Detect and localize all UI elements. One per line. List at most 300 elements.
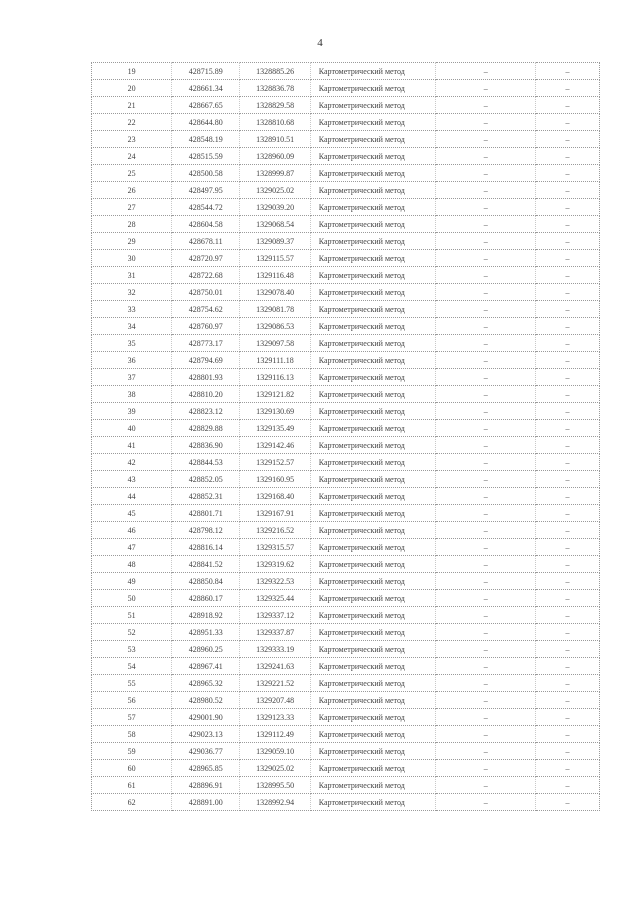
point-number-cell: 45	[92, 505, 172, 522]
method-cell: Картометрический метод	[310, 420, 436, 437]
x-coordinate-cell: 428967.41	[172, 658, 240, 675]
x-coordinate-cell: 428754.62	[172, 301, 240, 318]
table-row	[92, 573, 600, 590]
point-number-cell: 29	[92, 233, 172, 250]
y-coordinate-cell: 1328910.51	[240, 131, 310, 148]
point-number-cell: 48	[92, 556, 172, 573]
y-coordinate-cell: 1328829.58	[240, 97, 310, 114]
method-cell: Картометрический метод	[310, 556, 436, 573]
y-coordinate-cell: 1328960.09	[240, 148, 310, 165]
method-cell: Картометрический метод	[310, 437, 436, 454]
table-row	[92, 233, 600, 250]
x-coordinate-cell: 428860.17	[172, 590, 240, 607]
accuracy-cell: –	[436, 675, 536, 692]
point-number-cell: 34	[92, 318, 172, 335]
table-row	[92, 369, 600, 386]
accuracy-cell: –	[436, 318, 536, 335]
table-row	[92, 437, 600, 454]
description-cell: –	[536, 692, 600, 709]
description-cell: –	[536, 573, 600, 590]
description-cell: –	[536, 131, 600, 148]
table-row	[92, 658, 600, 675]
y-coordinate-cell: 1328836.78	[240, 80, 310, 97]
y-coordinate-cell: 1329111.18	[240, 352, 310, 369]
x-coordinate-cell: 428548.19	[172, 131, 240, 148]
table-row	[92, 148, 600, 165]
y-coordinate-cell: 1328810.68	[240, 114, 310, 131]
accuracy-cell: –	[436, 590, 536, 607]
x-coordinate-cell: 428760.97	[172, 318, 240, 335]
accuracy-cell: –	[436, 369, 536, 386]
method-cell: Картометрический метод	[310, 760, 436, 777]
point-number-cell: 50	[92, 590, 172, 607]
table-row	[92, 692, 600, 709]
table-row	[92, 250, 600, 267]
description-cell: –	[536, 794, 600, 811]
accuracy-cell: –	[436, 760, 536, 777]
y-coordinate-cell: 1329315.57	[240, 539, 310, 556]
table-row	[92, 471, 600, 488]
description-cell: –	[536, 437, 600, 454]
table-row	[92, 420, 600, 437]
accuracy-cell: –	[436, 556, 536, 573]
accuracy-cell: –	[436, 692, 536, 709]
point-number-cell: 31	[92, 267, 172, 284]
method-cell: Картометрический метод	[310, 471, 436, 488]
y-coordinate-cell: 1329116.48	[240, 267, 310, 284]
point-number-cell: 60	[92, 760, 172, 777]
point-number-cell: 41	[92, 437, 172, 454]
table-row	[92, 505, 600, 522]
x-coordinate-cell: 428891.00	[172, 794, 240, 811]
method-cell: Картометрический метод	[310, 97, 436, 114]
description-cell: –	[536, 471, 600, 488]
description-cell: –	[536, 114, 600, 131]
description-cell: –	[536, 420, 600, 437]
point-number-cell: 52	[92, 624, 172, 641]
method-cell: Картометрический метод	[310, 658, 436, 675]
point-number-cell: 49	[92, 573, 172, 590]
description-cell: –	[536, 80, 600, 97]
y-coordinate-cell: 1329160.95	[240, 471, 310, 488]
point-number-cell: 62	[92, 794, 172, 811]
table-row	[92, 301, 600, 318]
description-cell: –	[536, 743, 600, 760]
y-coordinate-cell: 1328995.50	[240, 777, 310, 794]
accuracy-cell: –	[436, 471, 536, 488]
table-row	[92, 539, 600, 556]
description-cell: –	[536, 386, 600, 403]
table-row	[92, 182, 600, 199]
x-coordinate-cell: 428960.25	[172, 641, 240, 658]
description-cell: –	[536, 369, 600, 386]
y-coordinate-cell: 1329337.87	[240, 624, 310, 641]
y-coordinate-cell: 1329089.37	[240, 233, 310, 250]
y-coordinate-cell: 1329221.52	[240, 675, 310, 692]
y-coordinate-cell: 1329059.10	[240, 743, 310, 760]
y-coordinate-cell: 1329241.63	[240, 658, 310, 675]
x-coordinate-cell: 429001.90	[172, 709, 240, 726]
method-cell: Картометрический метод	[310, 131, 436, 148]
x-coordinate-cell: 428500.58	[172, 165, 240, 182]
accuracy-cell: –	[436, 386, 536, 403]
accuracy-cell: –	[436, 216, 536, 233]
accuracy-cell: –	[436, 658, 536, 675]
description-cell: –	[536, 709, 600, 726]
x-coordinate-cell: 428810.20	[172, 386, 240, 403]
description-cell: –	[536, 505, 600, 522]
point-number-cell: 22	[92, 114, 172, 131]
point-number-cell: 38	[92, 386, 172, 403]
method-cell: Картометрический метод	[310, 607, 436, 624]
method-cell: Картометрический метод	[310, 794, 436, 811]
accuracy-cell: –	[436, 726, 536, 743]
table-row	[92, 267, 600, 284]
y-coordinate-cell: 1329112.49	[240, 726, 310, 743]
accuracy-cell: –	[436, 624, 536, 641]
description-cell: –	[536, 760, 600, 777]
x-coordinate-cell: 428844.53	[172, 454, 240, 471]
description-cell: –	[536, 607, 600, 624]
table-row	[92, 352, 600, 369]
method-cell: Картометрический метод	[310, 692, 436, 709]
accuracy-cell: –	[436, 250, 536, 267]
table-row	[92, 590, 600, 607]
accuracy-cell: –	[436, 114, 536, 131]
description-cell: –	[536, 403, 600, 420]
y-coordinate-cell: 1329116.13	[240, 369, 310, 386]
accuracy-cell: –	[436, 505, 536, 522]
description-cell: –	[536, 233, 600, 250]
method-cell: Картометрический метод	[310, 539, 436, 556]
description-cell: –	[536, 301, 600, 318]
description-cell: –	[536, 165, 600, 182]
method-cell: Картометрический метод	[310, 148, 436, 165]
x-coordinate-cell: 428715.89	[172, 63, 240, 80]
y-coordinate-cell: 1329207.48	[240, 692, 310, 709]
y-coordinate-cell: 1329078.40	[240, 284, 310, 301]
x-coordinate-cell: 428604.58	[172, 216, 240, 233]
x-coordinate-cell: 428750.01	[172, 284, 240, 301]
y-coordinate-cell: 1329081.78	[240, 301, 310, 318]
x-coordinate-cell: 428794.69	[172, 352, 240, 369]
accuracy-cell: –	[436, 131, 536, 148]
y-coordinate-cell: 1328992.94	[240, 794, 310, 811]
table-row	[92, 114, 600, 131]
x-coordinate-cell: 428773.17	[172, 335, 240, 352]
x-coordinate-cell: 428661.34	[172, 80, 240, 97]
accuracy-cell: –	[436, 573, 536, 590]
description-cell: –	[536, 522, 600, 539]
x-coordinate-cell: 428850.84	[172, 573, 240, 590]
point-number-cell: 61	[92, 777, 172, 794]
x-coordinate-cell: 428644.80	[172, 114, 240, 131]
point-number-cell: 23	[92, 131, 172, 148]
table-row	[92, 63, 600, 80]
accuracy-cell: –	[436, 522, 536, 539]
x-coordinate-cell: 428816.14	[172, 539, 240, 556]
method-cell: Картометрический метод	[310, 454, 436, 471]
point-number-cell: 28	[92, 216, 172, 233]
method-cell: Картометрический метод	[310, 114, 436, 131]
point-number-cell: 55	[92, 675, 172, 692]
page-number: 4	[317, 37, 323, 49]
method-cell: Картометрический метод	[310, 505, 436, 522]
method-cell: Картометрический метод	[310, 488, 436, 505]
y-coordinate-cell: 1329322.53	[240, 573, 310, 590]
y-coordinate-cell: 1329123.33	[240, 709, 310, 726]
accuracy-cell: –	[436, 233, 536, 250]
y-coordinate-cell: 1329025.02	[240, 760, 310, 777]
description-cell: –	[536, 335, 600, 352]
description-cell: –	[536, 641, 600, 658]
description-cell: –	[536, 539, 600, 556]
x-coordinate-cell: 428544.72	[172, 199, 240, 216]
point-number-cell: 25	[92, 165, 172, 182]
method-cell: Картометрический метод	[310, 216, 436, 233]
point-number-cell: 39	[92, 403, 172, 420]
point-number-cell: 20	[92, 80, 172, 97]
point-number-cell: 24	[92, 148, 172, 165]
accuracy-cell: –	[436, 148, 536, 165]
method-cell: Картометрический метод	[310, 675, 436, 692]
method-cell: Картометрический метод	[310, 80, 436, 97]
y-coordinate-cell: 1329216.52	[240, 522, 310, 539]
accuracy-cell: –	[436, 743, 536, 760]
method-cell: Картометрический метод	[310, 301, 436, 318]
table-row	[92, 641, 600, 658]
table-row	[92, 556, 600, 573]
method-cell: Картометрический метод	[310, 318, 436, 335]
method-cell: Картометрический метод	[310, 726, 436, 743]
description-cell: –	[536, 216, 600, 233]
accuracy-cell: –	[436, 488, 536, 505]
description-cell: –	[536, 675, 600, 692]
table-row	[92, 80, 600, 97]
accuracy-cell: –	[436, 709, 536, 726]
table-row	[92, 607, 600, 624]
point-number-cell: 36	[92, 352, 172, 369]
description-cell: –	[536, 318, 600, 335]
x-coordinate-cell: 428852.31	[172, 488, 240, 505]
y-coordinate-cell: 1329337.12	[240, 607, 310, 624]
accuracy-cell: –	[436, 420, 536, 437]
description-cell: –	[536, 488, 600, 505]
coordinates-table-body	[92, 63, 600, 811]
point-number-cell: 57	[92, 709, 172, 726]
point-number-cell: 46	[92, 522, 172, 539]
method-cell: Картометрический метод	[310, 63, 436, 80]
description-cell: –	[536, 658, 600, 675]
y-coordinate-cell: 1329115.57	[240, 250, 310, 267]
method-cell: Картометрический метод	[310, 369, 436, 386]
method-cell: Картометрический метод	[310, 573, 436, 590]
x-coordinate-cell: 428965.85	[172, 760, 240, 777]
method-cell: Картометрический метод	[310, 165, 436, 182]
y-coordinate-cell: 1328885.26	[240, 63, 310, 80]
description-cell: –	[536, 250, 600, 267]
point-number-cell: 19	[92, 63, 172, 80]
table-row	[92, 284, 600, 301]
accuracy-cell: –	[436, 267, 536, 284]
accuracy-cell: –	[436, 777, 536, 794]
table-row	[92, 318, 600, 335]
y-coordinate-cell: 1329086.53	[240, 318, 310, 335]
accuracy-cell: –	[436, 403, 536, 420]
x-coordinate-cell: 428823.12	[172, 403, 240, 420]
y-coordinate-cell: 1329152.57	[240, 454, 310, 471]
accuracy-cell: –	[436, 199, 536, 216]
table-row	[92, 386, 600, 403]
x-coordinate-cell: 428852.05	[172, 471, 240, 488]
description-cell: –	[536, 63, 600, 80]
x-coordinate-cell: 428497.95	[172, 182, 240, 199]
description-cell: –	[536, 726, 600, 743]
description-cell: –	[536, 267, 600, 284]
description-cell: –	[536, 284, 600, 301]
point-number-cell: 37	[92, 369, 172, 386]
method-cell: Картометрический метод	[310, 267, 436, 284]
point-number-cell: 53	[92, 641, 172, 658]
point-number-cell: 26	[92, 182, 172, 199]
table-row	[92, 709, 600, 726]
table-row	[92, 454, 600, 471]
x-coordinate-cell: 428515.59	[172, 148, 240, 165]
x-coordinate-cell: 428722.68	[172, 267, 240, 284]
x-coordinate-cell: 429036.77	[172, 743, 240, 760]
table-row	[92, 675, 600, 692]
table-row	[92, 488, 600, 505]
x-coordinate-cell: 428965.32	[172, 675, 240, 692]
point-number-cell: 32	[92, 284, 172, 301]
table-row	[92, 335, 600, 352]
x-coordinate-cell: 428841.52	[172, 556, 240, 573]
method-cell: Картометрический метод	[310, 199, 436, 216]
point-number-cell: 21	[92, 97, 172, 114]
accuracy-cell: –	[436, 539, 536, 556]
description-cell: –	[536, 148, 600, 165]
table-row	[92, 777, 600, 794]
accuracy-cell: –	[436, 63, 536, 80]
point-number-cell: 43	[92, 471, 172, 488]
point-number-cell: 33	[92, 301, 172, 318]
x-coordinate-cell: 429023.13	[172, 726, 240, 743]
accuracy-cell: –	[436, 607, 536, 624]
y-coordinate-cell: 1329039.20	[240, 199, 310, 216]
accuracy-cell: –	[436, 97, 536, 114]
point-number-cell: 58	[92, 726, 172, 743]
description-cell: –	[536, 97, 600, 114]
method-cell: Картометрический метод	[310, 182, 436, 199]
x-coordinate-cell: 428798.12	[172, 522, 240, 539]
table-row	[92, 216, 600, 233]
accuracy-cell: –	[436, 80, 536, 97]
table-row	[92, 131, 600, 148]
point-number-cell: 27	[92, 199, 172, 216]
y-coordinate-cell: 1329142.46	[240, 437, 310, 454]
method-cell: Картометрический метод	[310, 250, 436, 267]
y-coordinate-cell: 1329333.19	[240, 641, 310, 658]
method-cell: Картометрический метод	[310, 335, 436, 352]
y-coordinate-cell: 1329168.40	[240, 488, 310, 505]
accuracy-cell: –	[436, 641, 536, 658]
y-coordinate-cell: 1329121.82	[240, 386, 310, 403]
table-row	[92, 794, 600, 811]
point-number-cell: 30	[92, 250, 172, 267]
x-coordinate-cell: 428801.71	[172, 505, 240, 522]
accuracy-cell: –	[436, 352, 536, 369]
x-coordinate-cell: 428980.52	[172, 692, 240, 709]
x-coordinate-cell: 428678.11	[172, 233, 240, 250]
coordinates-table	[91, 62, 600, 811]
point-number-cell: 42	[92, 454, 172, 471]
method-cell: Картометрический метод	[310, 709, 436, 726]
description-cell: –	[536, 352, 600, 369]
y-coordinate-cell: 1329097.58	[240, 335, 310, 352]
point-number-cell: 54	[92, 658, 172, 675]
y-coordinate-cell: 1329068.54	[240, 216, 310, 233]
accuracy-cell: –	[436, 284, 536, 301]
table-row	[92, 743, 600, 760]
x-coordinate-cell: 428896.91	[172, 777, 240, 794]
accuracy-cell: –	[436, 794, 536, 811]
method-cell: Картометрический метод	[310, 641, 436, 658]
description-cell: –	[536, 777, 600, 794]
x-coordinate-cell: 428951.33	[172, 624, 240, 641]
table-row	[92, 97, 600, 114]
x-coordinate-cell: 428801.93	[172, 369, 240, 386]
y-coordinate-cell: 1329135.49	[240, 420, 310, 437]
accuracy-cell: –	[436, 182, 536, 199]
method-cell: Картометрический метод	[310, 777, 436, 794]
table-row	[92, 199, 600, 216]
method-cell: Картометрический метод	[310, 284, 436, 301]
point-number-cell: 56	[92, 692, 172, 709]
x-coordinate-cell: 428720.97	[172, 250, 240, 267]
x-coordinate-cell: 428829.88	[172, 420, 240, 437]
table-row	[92, 403, 600, 420]
point-number-cell: 59	[92, 743, 172, 760]
table-row	[92, 726, 600, 743]
description-cell: –	[536, 624, 600, 641]
x-coordinate-cell: 428667.65	[172, 97, 240, 114]
point-number-cell: 51	[92, 607, 172, 624]
description-cell: –	[536, 182, 600, 199]
description-cell: –	[536, 556, 600, 573]
point-number-cell: 44	[92, 488, 172, 505]
accuracy-cell: –	[436, 437, 536, 454]
method-cell: Картометрический метод	[310, 386, 436, 403]
accuracy-cell: –	[436, 301, 536, 318]
description-cell: –	[536, 590, 600, 607]
table-row	[92, 522, 600, 539]
x-coordinate-cell: 428918.92	[172, 607, 240, 624]
method-cell: Картометрический метод	[310, 522, 436, 539]
point-number-cell: 47	[92, 539, 172, 556]
point-number-cell: 40	[92, 420, 172, 437]
accuracy-cell: –	[436, 335, 536, 352]
table-row	[92, 624, 600, 641]
table-row	[92, 760, 600, 777]
y-coordinate-cell: 1329130.69	[240, 403, 310, 420]
method-cell: Картометрический метод	[310, 624, 436, 641]
x-coordinate-cell: 428836.90	[172, 437, 240, 454]
point-number-cell: 35	[92, 335, 172, 352]
y-coordinate-cell: 1329319.62	[240, 556, 310, 573]
method-cell: Картометрический метод	[310, 352, 436, 369]
method-cell: Картометрический метод	[310, 233, 436, 250]
method-cell: Картометрический метод	[310, 403, 436, 420]
